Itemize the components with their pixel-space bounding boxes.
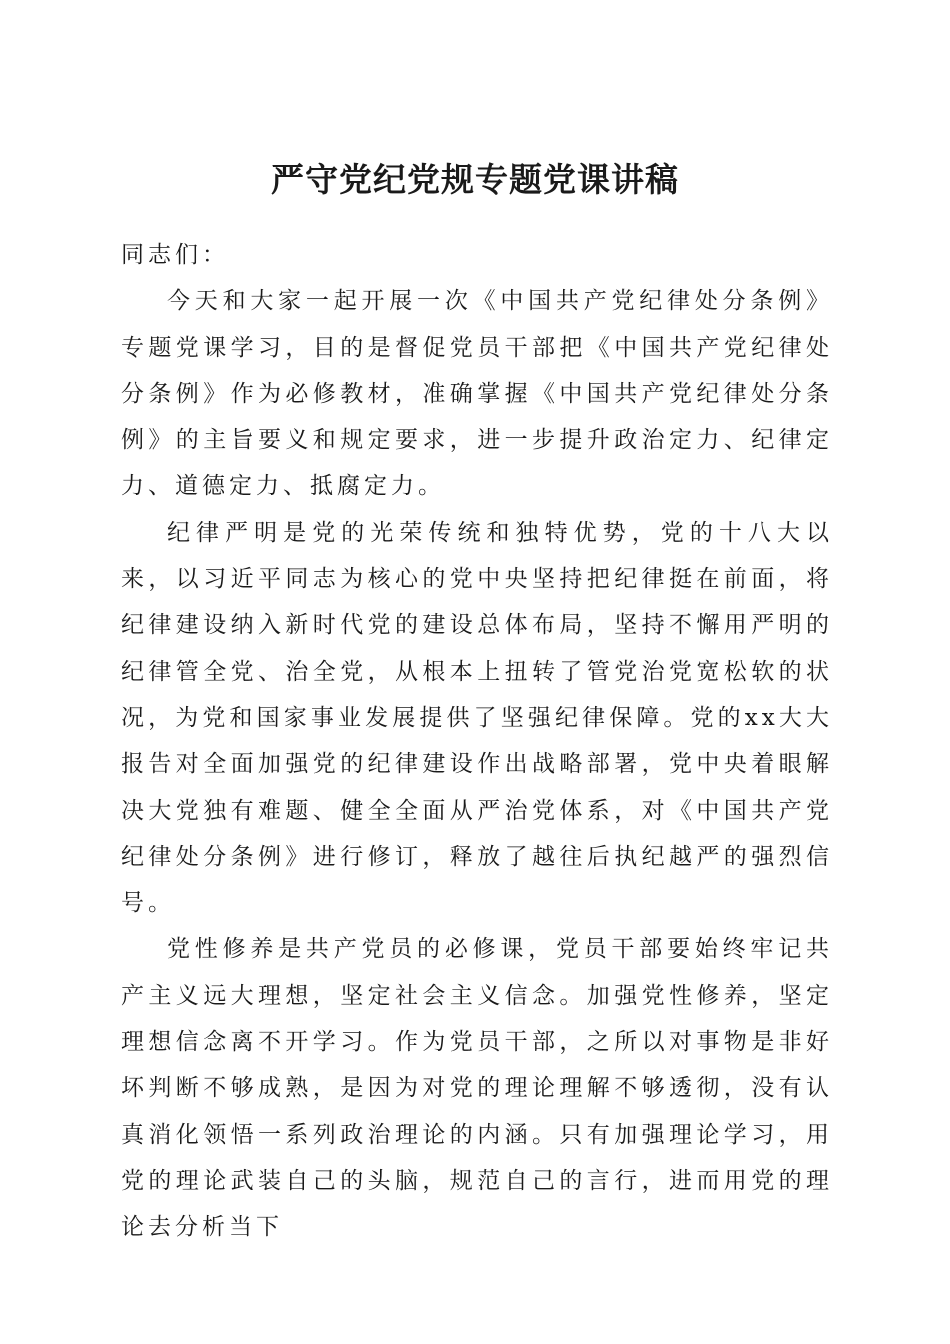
- salutation: 同志们：: [121, 242, 229, 268]
- document-title: 严守党纪党规专题党课讲稿: [271, 160, 679, 200]
- paragraph-3: 党性修养是共产党员的必修课，党员干部要始终牢记共产主义远大理想，坚定社会主义信念。加强党性修养，坚定理想信念离不开学习。作为党员干部，之所以对事物是非好坏判断不够成熟，是因为对党的理论理解不够透彻，没有认真消化领悟一系列政治理论的内涵。只有加强理论学习，用党的理论武装自己的头脑，规范自己的言行，进而用党的理论去分析当下: [121, 936, 833, 1241]
- paragraph-1: 今天和大家一起开展一次《中国共产党纪律处分条例》专题党课学习，目的是督促党员干部把《中国共产党纪律处分条例》作为必修教材，准确掌握《中国共产党纪律处分条例》的主旨要义和规定要求，进一步提升政治定力、纪律定力、道德定力、抵腐定力。: [121, 288, 833, 500]
- paragraph-2: 纪律严明是党的光荣传统和独特优势，党的十八大以来，以习近平同志为核心的党中央坚持把纪律挺在前面，将纪律建设纳入新时代党的建设总体布局，坚持不懈用严明的纪律管全党、治全党，从根本上扭转了管党治党宽松软的状况，为党和国家事业发展提供了坚强纪律保障。党的xx大大报告对全面加强党的纪律建设作出战略部署，党中央着眼解决大党独有难题、健全全面从严治党体系，对《中国共产党纪律处分条例》进行修订，释放了越往后执纪越严的强烈信号。: [121, 519, 833, 917]
- document-body: [121, 232, 833, 1251]
